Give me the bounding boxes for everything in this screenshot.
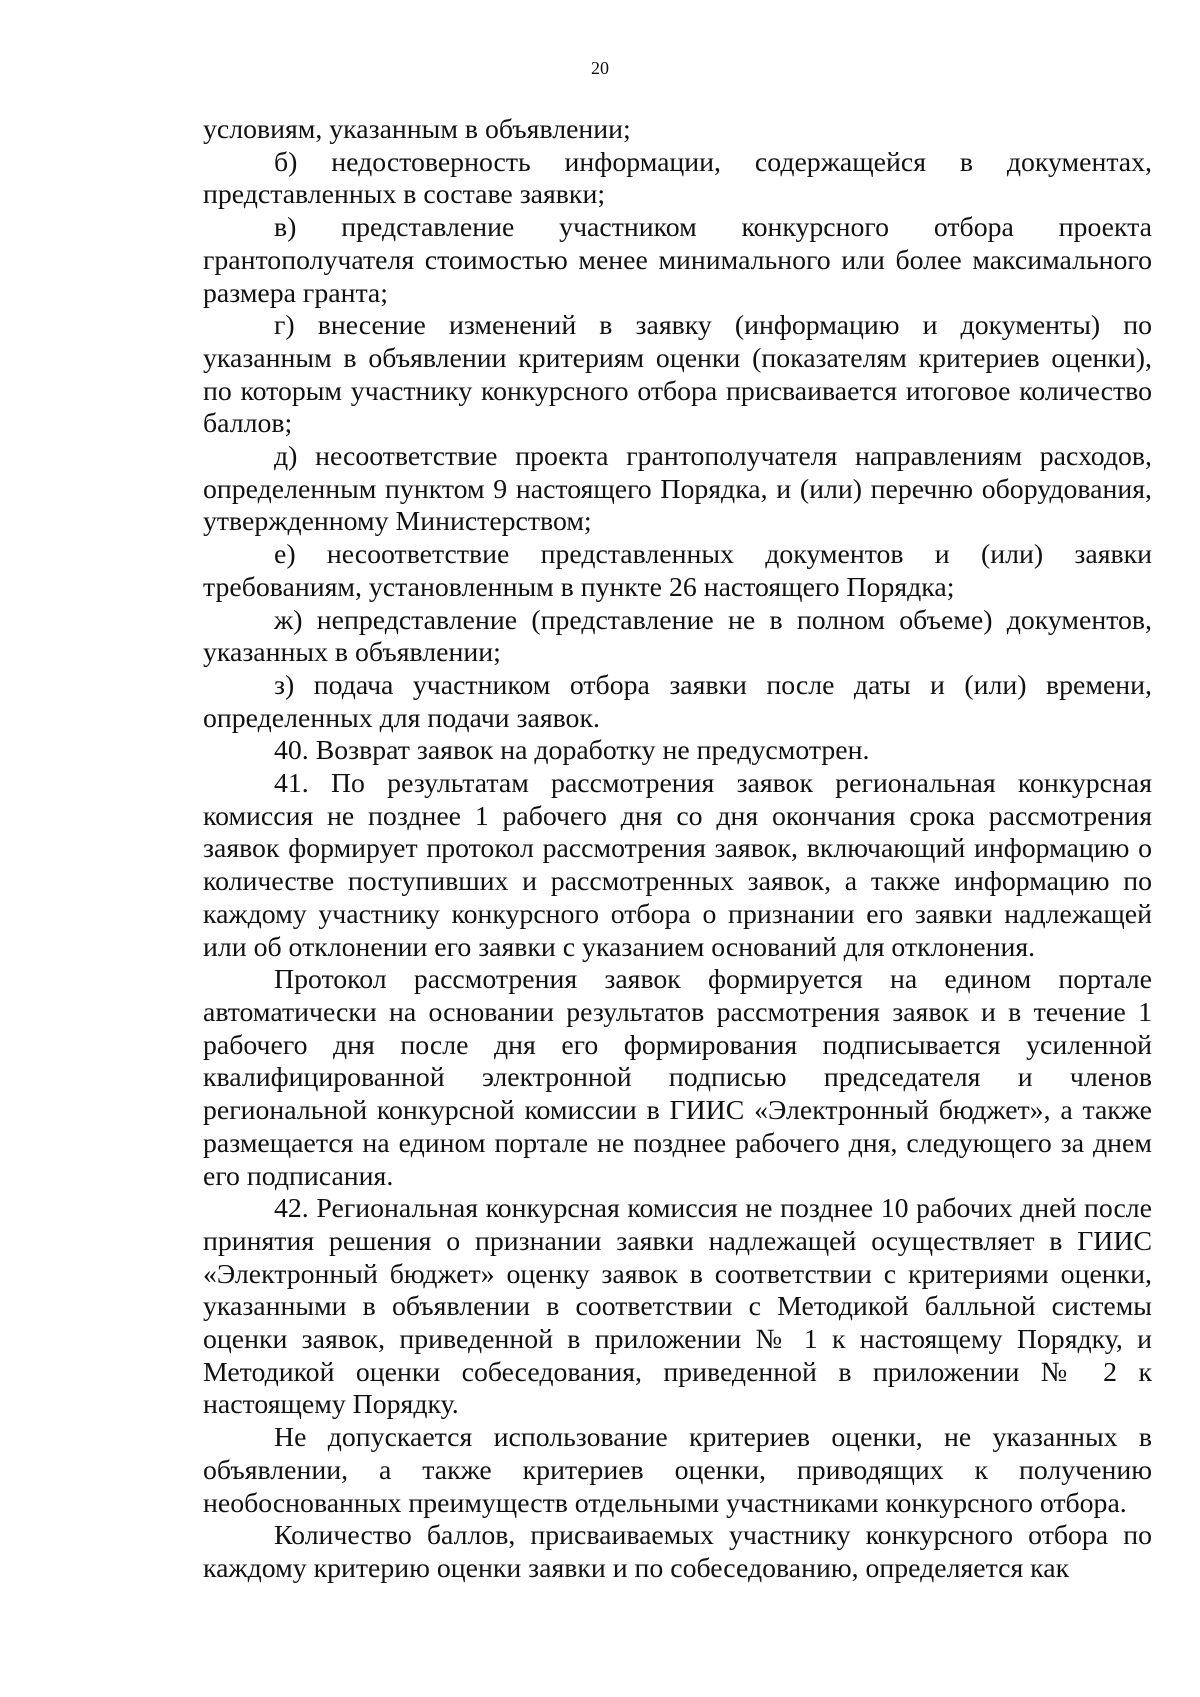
paragraph: ж) непредставление (представление не в полном объеме) документов, указанных в объявлении; (203, 604, 1152, 669)
paragraph: 42. Региональная конкурсная комиссия не позднее 10 рабочих дней после принятия решения о признании заявки надлежащей осуществляет в ГИИС «Электронный бюджет» оценку заявок в соответствии с критериями оценки, указанными в объявлении в соответствии с Методикой балльной системы оценки заявок, приведенной в приложении № 1 к настоящему Порядку, и Методикой оценки собеседования, приведенной в приложении № 2 к настоящему Порядку. (203, 1193, 1152, 1421)
paragraph: 41. По результатам рассмотрения заявок региональная конкурсная комиссия не позднее 1 рабочего дня со дня окончания срока рассмотрения заявок формирует протокол рассмотрения заявок, включающий информацию о количестве поступивших и рассмотренных заявок, а также информацию по каждому участнику конкурсного отбора о признании его заявки надлежащей или об отклонении его заявки с указанием оснований для отклонения. (203, 768, 1152, 963)
paragraph: д) несоответствие проекта грантополучателя направлениям расходов, определенным пунктом 9 настоящего Порядка, и (или) перечню оборудования, утвержденному Министерством; (203, 441, 1152, 538)
paragraph: з) подача участником отбора заявки после даты и (или) времени, определенных для подачи заявок. (203, 669, 1152, 734)
paragraph: б) недостоверность информации, содержащейся в документах, представленных в составе заявки; (203, 146, 1152, 211)
paragraph: в) представление участником конкурсного отбора проекта грантополучателя стоимостью менее минимального или более максимального размера гранта; (203, 212, 1152, 309)
paragraph: е) несоответствие представленных документов и (или) заявки требованиям, установленным в пункте 26 настоящего Порядка; (203, 539, 1152, 603)
paragraph: условиям, указанным в объявлении; (203, 114, 631, 145)
paragraph: Не допускается использование критериев оценки, не указанных в объявлении, а также критериев оценки, приводящих к получению необоснованных преимуществ отдельными участниками конкурсного отбора. (203, 1422, 1152, 1519)
paragraph: г) внесение изменений в заявку (информацию и документы) по указанным в объявлении критериям оценки (показателям критериев оценки), по которым участнику конкурсного отбора присваивается итоговое количество баллов; (203, 310, 1152, 440)
paragraph: Количество баллов, присваиваемых участнику конкурсного отбора по каждому критерию оценки заявки и по собеседованию, определяется как (203, 1520, 1152, 1584)
document-body (203, 114, 1152, 1586)
paragraph: 40. Возврат заявок на доработку не предусмотрен. (274, 735, 870, 767)
page-number: 20 (591, 58, 609, 78)
paragraph: Протокол рассмотрения заявок формируется на едином портале автоматически на основании результатов рассмотрения заявок и в течение 1 рабочего дня после дня его формирования подписывается усиленной квалифицированной электронной подписью председателя и членов региональной конкурсной комиссии в ГИИС «Электронный бюджет», а также размещается на едином портале не позднее рабочего дня, следующего за днем его подписания. (203, 964, 1152, 1192)
